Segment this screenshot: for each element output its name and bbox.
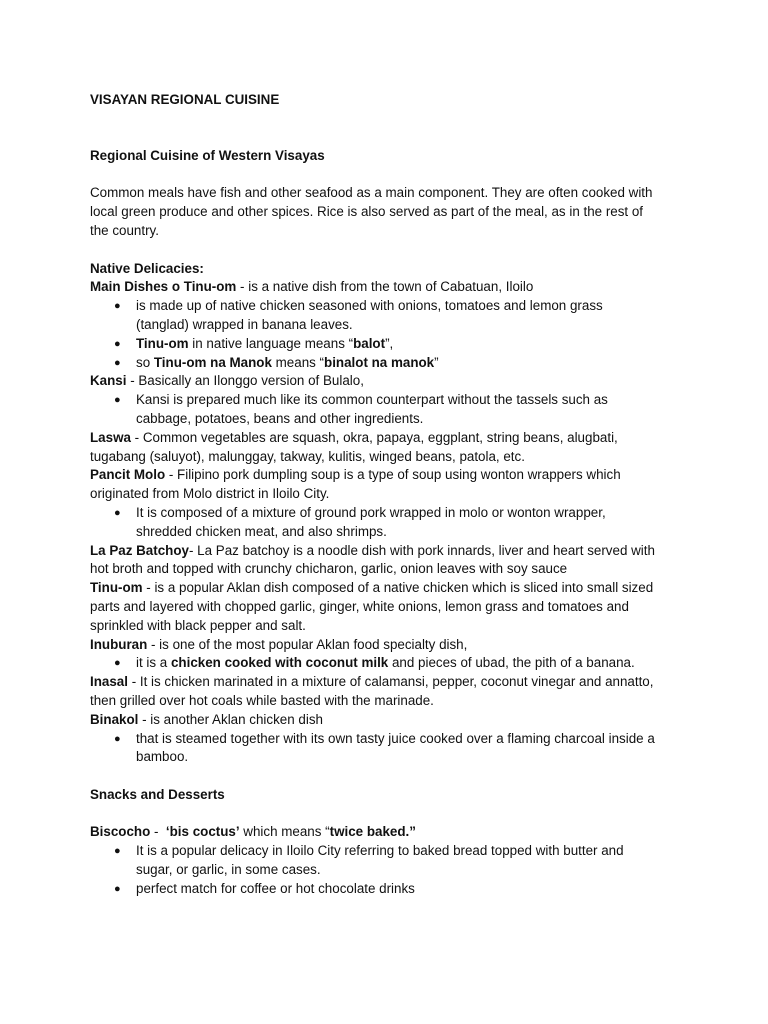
bullet-icon: ● bbox=[114, 337, 121, 350]
entry-laswa: Laswa - Common vegetables are squash, okra, papaya, eggplant, string beans, alugbati, bbox=[90, 429, 618, 445]
bullet-icon: ● bbox=[114, 506, 121, 519]
list-item: ● it is a chicken cooked with coconut milk and pieces of ubad, the pith of a banana. bbox=[90, 654, 690, 673]
list-item: ● so Tinu-om na Manok means “binalot na manok” bbox=[90, 354, 690, 373]
list-item: ● Kansi is prepared much like its common counterpart without the tassels such as cabbage, potatoes, beans and other ingredients. bbox=[114, 392, 608, 426]
entry-term: La Paz Batchoy bbox=[90, 542, 189, 558]
entry-term: Laswa bbox=[90, 429, 131, 445]
intro-paragraph bbox=[90, 184, 690, 240]
entry-term: Biscocho bbox=[90, 824, 151, 840]
entry-term: Tinu-om bbox=[90, 580, 143, 596]
bullet-list bbox=[90, 504, 690, 542]
entry-term: Binakol bbox=[90, 711, 139, 727]
bullet-icon: ● bbox=[114, 300, 121, 313]
entry-term: Inuburan bbox=[90, 636, 148, 652]
entry-binakol: Binakol - is another Aklan chicken dish bbox=[90, 711, 323, 727]
entry-tinu-om-aklan-cont: sprinkled with black pepper and salt. bbox=[90, 617, 306, 633]
list-item: ● Tinu-om in native language means “balot”, bbox=[90, 335, 690, 354]
entry-inasal: Inasal - It is chicken marinated in a mixture of calamansi, pepper, coconut vinegar and annatto, bbox=[90, 674, 654, 690]
entry-la-paz-batchoy-cont: hot broth and topped with crunchy chicharon, garlic, onion leaves with soy sauce bbox=[90, 561, 568, 577]
entry-la-paz-batchoy: La Paz Batchoy- La Paz batchoy is a noodle dish with pork innards, liver and heart served with bbox=[90, 542, 655, 558]
entry-term: Main Dishes o Tinu-om bbox=[90, 279, 237, 295]
list-item: ● It is composed of a mixture of ground pork wrapped in molo or wonton wrapper, shredded chicken meat, and also shrimps. bbox=[114, 504, 606, 539]
entry-pancit-molo-cont: originated from Molo district in Iloilo City. bbox=[90, 486, 330, 502]
list-item: ● It is a popular delicacy in Iloilo City referring to baked bread topped with butter and sugar, or garlic, in some cases. bbox=[114, 843, 624, 878]
bullet-icon: ● bbox=[114, 356, 121, 369]
bullet-list bbox=[90, 730, 690, 768]
entry-main-dishes: Main Dishes o Tinu-om - is a native dish from the town of Cabatuan, Iloilo bbox=[90, 279, 534, 295]
snacks-desserts-heading: Snacks and Desserts bbox=[90, 786, 225, 802]
bullet-icon: ● bbox=[114, 845, 121, 858]
document-title: VISAYAN REGIONAL CUISINE bbox=[90, 92, 280, 107]
bullet-icon: ● bbox=[114, 732, 121, 745]
bullet-list bbox=[90, 842, 690, 898]
entry-pancit-molo: Pancit Molo - Filipino pork dumpling soup is a type of soup using wonton wrappers which bbox=[90, 467, 621, 483]
native-delicacies-heading: Native Delicacies: bbox=[90, 260, 204, 276]
entry-inuburan: Inuburan - is one of the most popular Aklan food specialty dish, bbox=[90, 636, 468, 652]
entry-kansi: Kansi - Basically an Ilonggo version of Bulalo, bbox=[90, 373, 364, 389]
list-item: ● that is steamed together with its own tasty juice cooked over a flaming charcoal inside a bamboo. bbox=[114, 730, 655, 765]
bullet-list bbox=[90, 297, 690, 372]
bullet-icon: ● bbox=[114, 657, 121, 670]
entry-laswa-cont: tugabang (saluyot), malunggay, takway, kulitis, winged beans, patola, etc. bbox=[90, 448, 525, 464]
bullet-icon: ● bbox=[114, 394, 121, 407]
document-page bbox=[90, 91, 690, 899]
intro-line-1: Common meals have fish and other seafood as a main component. They are often cooked with bbox=[90, 185, 653, 201]
entry-term: Pancit Molo bbox=[90, 467, 166, 483]
bullet-list bbox=[90, 391, 690, 429]
entry-biscocho: Biscocho - ‘bis coctus’ which means “twice baked.” bbox=[90, 824, 416, 840]
list-item: ● is made up of native chicken seasoned with onions, tomatoes and lemon grass (tanglad) wrapped in banana leaves. bbox=[114, 298, 603, 332]
bullet-list bbox=[90, 654, 690, 673]
intro-line-3: the country. bbox=[90, 222, 159, 238]
entry-term: Kansi bbox=[90, 373, 127, 389]
entry-inasal-cont: then grilled over hot coals while basted with the marinade. bbox=[90, 692, 434, 708]
section-heading-western-visayas: Regional Cuisine of Western Visayas bbox=[90, 147, 325, 163]
entry-tinu-om-aklan: Tinu-om - is a popular Aklan dish composed of a native chicken which is sliced into small sized bbox=[90, 580, 654, 596]
entry-term: Inasal bbox=[90, 674, 128, 690]
entry-tinu-om-aklan-cont: parts and layered with chopped garlic, ginger, white onions, lemon grass and tomatoes and bbox=[90, 598, 629, 614]
intro-line-2: local green produce and other spices. Rice is also served as part of the meal, as in the rest of bbox=[90, 204, 644, 220]
list-item: ● perfect match for coffee or hot chocolate drinks bbox=[90, 880, 690, 899]
bullet-icon: ● bbox=[114, 882, 121, 895]
